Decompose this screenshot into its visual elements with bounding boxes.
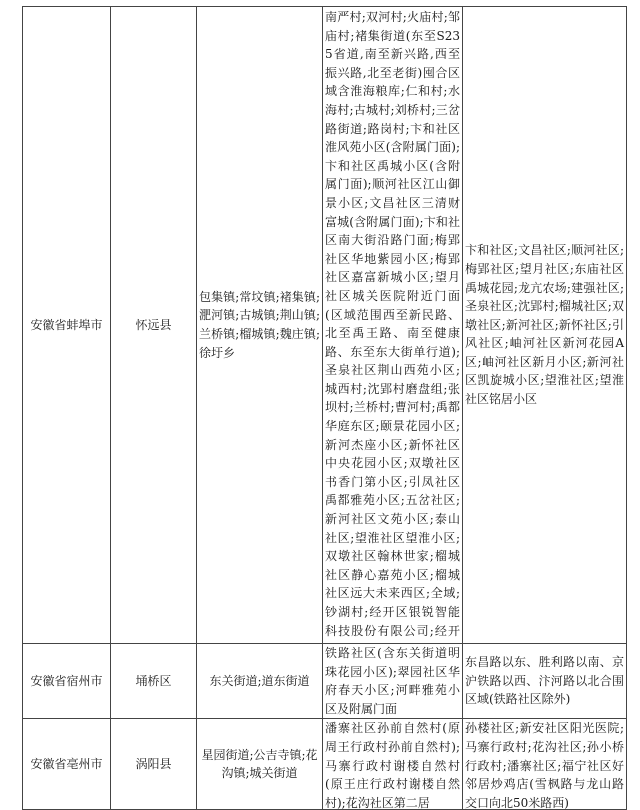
high-risk-cell	[323, 7, 463, 644]
medium-risk-text: 孙楼社区;新安社区阳光医院;马寨行政村;花沟社区;孙小桥行政村;潘寨社区;福宁社区好邻居炒鸡店(雪枫路与龙山路交口向北50米路西)	[465, 721, 624, 810]
high-risk-text: 潘寨社区孙前自然村(原周王行政村孙前自然村);马寨行政村谢楼自然村(原王庄行政村谢楼自然村);花沟社区第二居	[325, 721, 460, 810]
county-cell: 怀远县	[111, 7, 197, 644]
high-risk-text: 南严村;双河村;火庙村;邹庙村;褚集街道(东至S235省道,南至新兴路,西至振兴路,北至老街)囤合区域含淮海粮库;仁和村;水海村;古城村;刘桥村;三岔路街道;路岗村;卞和社区淮风苑小区(含附属门面);卞和社区禹城小区(含附属门面);顺河社区江山御景小区;文昌社区三清财富城(含附属门面);卞和社区南大街沿路门面;梅郢社区华地紫园小区;梅郢社区嘉富新城小区;望月社区城关医院附近门面(区域范围西至新民路、北至禹王路、南至健康路、东至东大街单行道);圣泉社区荆山西苑小区;城西村;沈郢村磨盘组;张坝村;兰桥村;曹河村;禹都华庭东区;颐景花园小区;新河杰座小区;新怀社区中央花园小区;双墩社区书香门第小区;引凤社区禹都雅苑小区;五岔社区;新河社区文苑小区;泰山社区;望淮社区望淮小区;双墩社区翰林世家;榴城社区静心嘉苑小区;榴城社区远大未来西区;全域;钞湖村;经开区银锐智能科技股份有限公司;经开	[325, 10, 460, 638]
risk-area-table	[22, 6, 627, 810]
high-risk-cell: 铁路社区(含东关街道明珠花园小区);翠园社区华府春天小区;河畔雅苑小区及附属门面	[323, 644, 463, 719]
province-city-cell: 安徽省宿州市	[23, 644, 111, 719]
table-row	[23, 644, 627, 719]
table-row	[23, 719, 627, 810]
medium-risk-cell: 卞和社区;文昌社区;顺河社区;梅郢社区;望月社区;东庙社区禹城花园;龙亢农场;建强社区;圣泉社区;沈郢村;榴城社区;双墩社区;新河社区;新怀社区;引风社区;岫河社区新河花园A区;岫河社区新月小区;新河社区凯旋城小区;望淮社区;望淮社区铭居小区	[463, 7, 627, 644]
towns-cell: 星园街道;公吉寺镇;花沟镇;城关街道	[197, 719, 323, 810]
province-city-cell: 安徽省蚌埠市	[23, 7, 111, 644]
medium-risk-cell: 东昌路以东、胜利路以南、京沪铁路以西、汴河路以北合围区域(铁路社区除外)	[463, 644, 627, 719]
towns-cell: 包集镇;常坟镇;褚集镇;淝河镇;古城镇;荆山镇;兰桥镇;榴城镇;魏庄镇;徐圩乡	[197, 7, 323, 644]
county-cell: 涡阳县	[111, 719, 197, 810]
towns-cell: 东关街道;道东街道	[197, 644, 323, 719]
province-city-cell: 安徽省亳州市	[23, 719, 111, 810]
table-row	[23, 7, 627, 644]
medium-risk-cell	[463, 719, 627, 810]
county-cell: 埇桥区	[111, 644, 197, 719]
high-risk-cell	[323, 719, 463, 810]
